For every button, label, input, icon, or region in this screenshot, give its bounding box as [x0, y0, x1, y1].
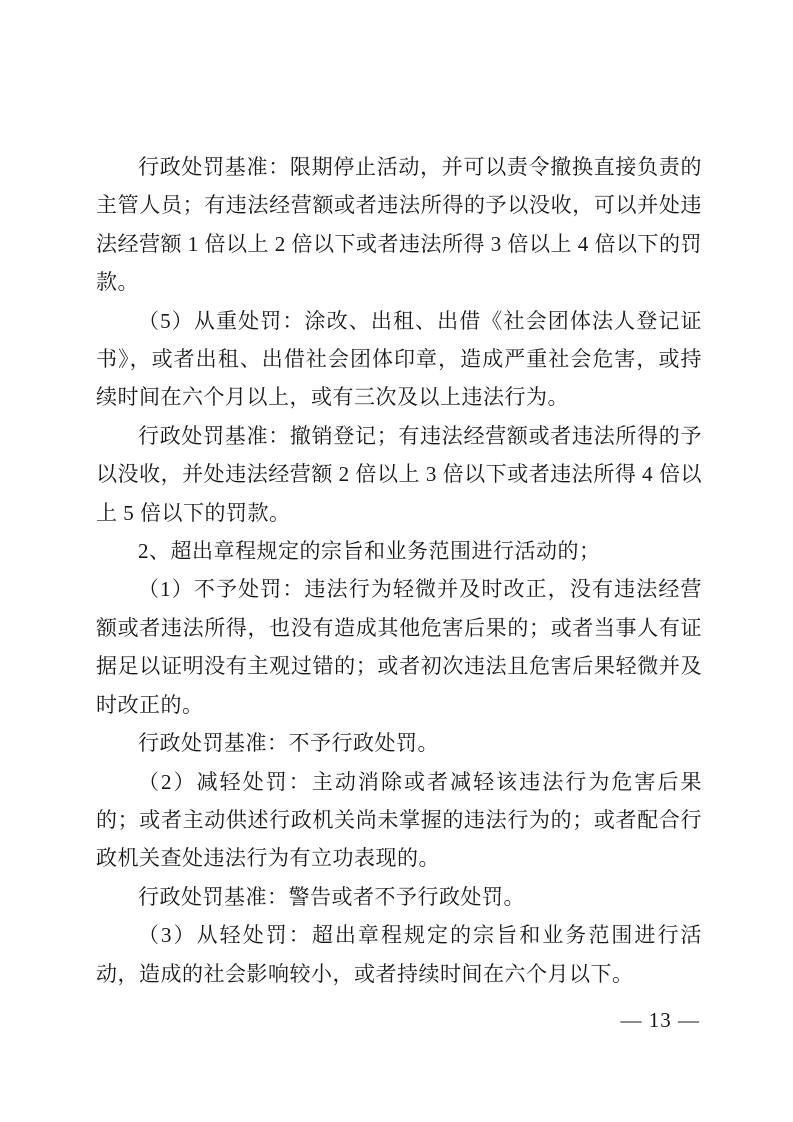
- paragraph-item-3-lighter: （3）从轻处罚：超出章程规定的宗旨和业务范围进行活动，造成的社会影响较小，或者持续时间在六个月以下。: [96, 923, 702, 986]
- page-number: — 13 —: [620, 1008, 700, 1032]
- body-text: [96, 148, 702, 993]
- paragraph-item-1-no-penalty: （1）不予处罚：违法行为轻微并及时改正，没有违法经营额或者违法所得，也没有造成其他危害后果的；或者当事人有证据足以证明没有主观过错的；或者初次违法且危害后果轻微并及时改正的。: [96, 577, 702, 717]
- paragraph-penalty-standard-2: 行政处罚基准：撤销登记；有违法经营额或者违法所得的予以没收，并处违法经营额 2 倍以上 3 倍以下或者违法所得 4 倍以上 5 倍以下的罚款。: [96, 423, 702, 525]
- paragraph-penalty-standard-1: 行政处罚基准：限期停止活动，并可以责令撤换直接负责的主管人员；有违法经营额或者违法所得的予以没收，可以并处违法经营额 1 倍以上 2 倍以下或者违法所得 3 倍以上 4 倍以下的罚款。: [96, 155, 702, 295]
- paragraph-section-2-heading: 2、超出章程规定的宗旨和业务范围进行活动的；: [138, 539, 601, 564]
- paragraph-item-5-aggravated: （5）从重处罚：涂改、出租、出借《社会团体法人登记证书》，或者出租、出借社会团体印章，造成严重社会危害，或持续时间在六个月以上，或有三次及以上违法行为。: [96, 308, 702, 410]
- paragraph-penalty-standard-3: 行政处罚基准：不予行政处罚。: [138, 731, 439, 756]
- paragraph-penalty-standard-4: 行政处罚基准：警告或者不予行政处罚。: [138, 884, 525, 909]
- paragraph-item-2-mitigated: （2）减轻处罚：主动消除或者减轻该违法行为危害后果的；或者主动供述行政机关尚未掌握的违法行为的；或者配合行政机关查处违法行为有立功表现的。: [96, 769, 702, 871]
